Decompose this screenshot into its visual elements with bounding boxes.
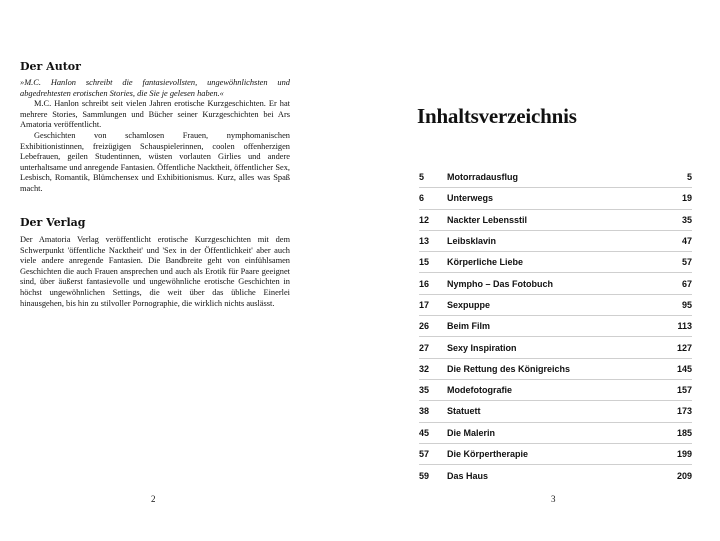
page-number-left: 2 — [151, 494, 156, 504]
toc-entry-start: 15 — [419, 257, 430, 268]
toc-entry[interactable] — [419, 401, 692, 422]
toc-entry-title: Die Rettung des Königreichs — [447, 363, 571, 374]
toc-entry[interactable] — [419, 359, 692, 380]
toc-entry-title: Die Malerin — [447, 427, 496, 438]
toc-entry-title: Körperliche Liebe — [447, 257, 524, 268]
toc-entry-start: 16 — [419, 278, 430, 289]
toc-entry-page: 127 — [676, 342, 692, 353]
toc-entry[interactable] — [419, 167, 692, 188]
toc-entry[interactable] — [419, 295, 692, 316]
toc-entry-start: 5 — [419, 172, 425, 183]
toc-entry-title: Sexy Inspiration — [447, 342, 517, 353]
toc-entry-page: 173 — [676, 406, 692, 417]
toc-entry-start: 38 — [419, 406, 430, 417]
toc-entry-title: Nympho – Das Fotobuch — [447, 278, 554, 289]
toc-entry-page: 113 — [677, 321, 692, 332]
toc-entry-page: 185 — [676, 427, 692, 438]
toc-entry-page: 47 — [681, 236, 692, 247]
toc-entry-title: Sexpuppe — [447, 299, 491, 310]
toc-entry-page: 19 — [681, 193, 692, 204]
toc-entry-start: 12 — [419, 214, 430, 225]
page-number-right: 3 — [551, 494, 556, 504]
toc-entry-page: 157 — [676, 385, 692, 396]
toc-entry[interactable] — [419, 380, 692, 401]
toc-entry[interactable] — [419, 252, 692, 273]
toc-list — [419, 167, 692, 486]
toc-entry-title: Das Haus — [447, 470, 489, 481]
toc-entry-page: 35 — [681, 214, 692, 225]
toc-title: Inhaltsverzeichnis — [417, 104, 577, 128]
toc-entry-start: 35 — [419, 385, 430, 396]
toc-entry[interactable] — [419, 337, 692, 358]
toc-entry-title: Nackter Lebensstil — [447, 214, 528, 225]
author-section — [20, 78, 290, 195]
toc-entry-page: 67 — [681, 278, 692, 289]
toc-entry[interactable] — [419, 273, 692, 294]
toc-entry-start: 59 — [419, 470, 430, 481]
toc-entry-title: Motorradausflug — [447, 172, 518, 183]
author-topics: Geschichten von schamlosen Frauen, nymphomanischen Exhibitionistinnen, freizügigen Schauspielerinnen, coolen offenherzigen Lebefrauen, geilen Studentinnen, wüsten vorlauten Girlies und andere unterhaltsame und anregende Fantasien. Öffentliche Nacktheit, öffentlicher Sex, Lesbisch, Romantik, Blümchensex und Exhibitionismus. Kurz, alles was Spaß macht. — [20, 130, 290, 193]
right-page — [360, 0, 720, 541]
author-bio: M.C. Hanlon schreibt seit vielen Jahren erotische Kurzgeschichten. Er hat mehrere Stories, Sammlungen und Bücher seiner Kurzgeschichten bei Ars Amatoria veröffentlicht. — [20, 99, 290, 130]
toc-entry-start: 6 — [419, 193, 425, 204]
toc-entry-page: 199 — [676, 449, 692, 459]
toc-entry-page: 5 — [686, 172, 692, 183]
publisher-text: Der Amatoria Verlag veröffentlicht erotische Kurzgeschichten mit dem Schwerpunkt 'öffentliche Nacktheit' und 'Sex in der Öffentlichkeit' aber auch viele andere anregende Fantasien. Die Bandbreite geht von einfühlsamen Geschichten die auch Frauen ansprechen und auch als Erotik für Paare geeignet sind, über äußerst fantasievolle und ungewöhnliche erotische Geschichten in höchst ungewöhnlichen Settings, die weit über das übliche Einerlei hinausgehen, bis hin zu stilvoller Pornographie, die wirklich nichts auslässt. — [20, 235, 290, 308]
toc-entry-start: 45 — [419, 427, 430, 438]
toc-entry[interactable] — [419, 231, 692, 252]
toc-entry-page: 145 — [676, 363, 692, 374]
publisher-heading: Der Verlag — [20, 216, 86, 229]
toc-entry-title: Statuett — [447, 406, 481, 417]
toc-entry-start: 26 — [419, 321, 430, 332]
toc-entry-start: 57 — [419, 449, 430, 459]
toc-entry[interactable] — [419, 423, 692, 444]
toc-entry-start: 13 — [419, 236, 430, 247]
toc-entry-title: Modefotografie — [447, 385, 512, 396]
toc-entry-title: Die Körpertherapie — [447, 449, 529, 459]
toc-entry-title: Leibsklavin — [447, 236, 497, 247]
author-heading: Der Autor — [20, 60, 81, 73]
toc-entry-page: 57 — [681, 257, 692, 268]
toc-entry[interactable] — [419, 465, 692, 486]
toc-entry[interactable] — [419, 210, 692, 231]
author-quote: »M.C. Hanlon schreibt die fantasievollsten, ungewöhnlichsten und abgedrehtesten erotischen Stories, die Sie je gelesen haben.« — [20, 78, 290, 98]
toc-entry-start: 32 — [419, 363, 430, 374]
toc-entry-title: Unterwegs — [447, 193, 494, 204]
toc-entry-page: 95 — [681, 299, 692, 310]
toc-entry[interactable] — [419, 316, 692, 337]
toc-entry[interactable] — [419, 444, 692, 465]
toc-entry-title: Beim Film — [447, 321, 491, 332]
toc-entry-page: 209 — [676, 470, 692, 481]
toc-entry-start: 27 — [419, 342, 430, 353]
toc-entry-start: 17 — [419, 299, 430, 310]
toc-entry[interactable] — [419, 188, 692, 209]
